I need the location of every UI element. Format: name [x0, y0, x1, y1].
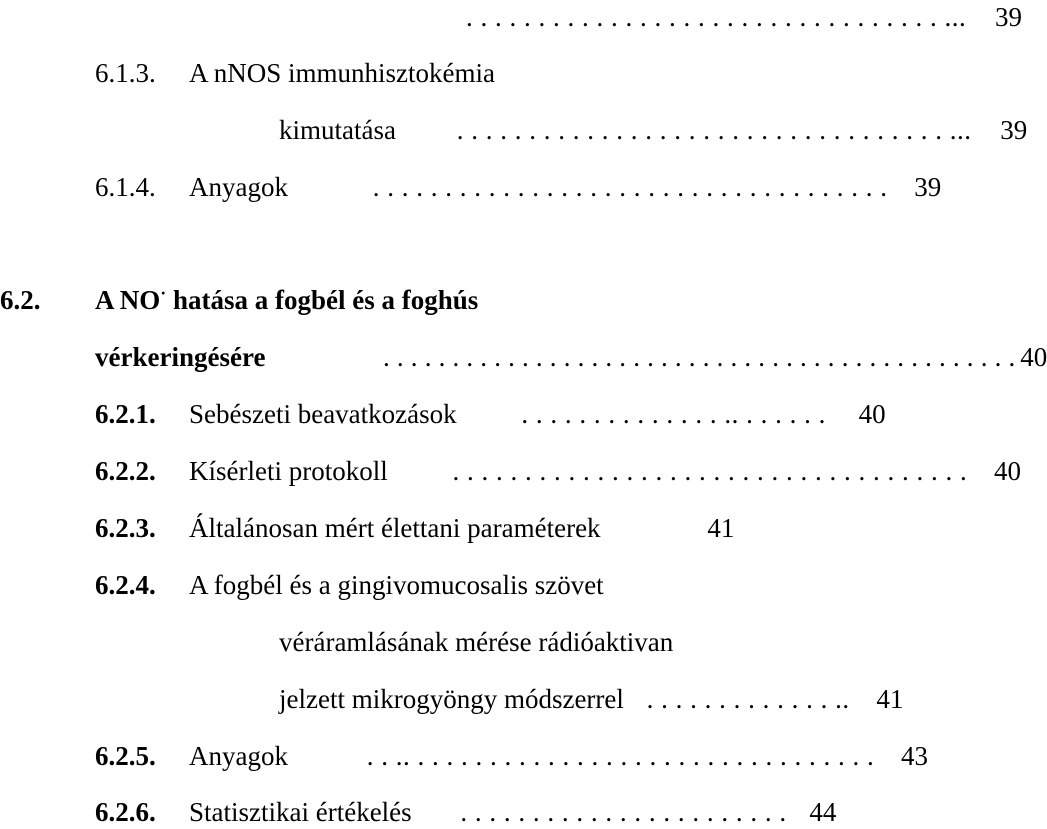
section-title: Anyagok [189, 172, 288, 202]
section-title: Anyagok [189, 741, 288, 771]
section-title: Általánosan mért élettani paraméterek [189, 513, 601, 543]
section-number: 6.1.4. [95, 172, 156, 202]
toc-entry-6-2-5[interactable] [95, 739, 928, 773]
leader-dots: . . . . . . . . . . . . . . . . . . . . . . . . . . . . . . . . . . . . [452, 456, 968, 486]
toc-entry-6-1-3[interactable] [95, 56, 495, 90]
toc-entry-6-2-2[interactable] [95, 454, 1021, 488]
leader-dots: . . . . . . . . . . . . . . . . . . . . . . . . . . . . . . . . . ... [466, 2, 967, 32]
section-title: A fogbél és a gingivomucosalis szövet [189, 570, 604, 600]
toc-entry-6-2-4-cont[interactable] [279, 625, 673, 659]
toc-entry-6-2-dots [383, 340, 1047, 374]
page-number: 41 [707, 513, 735, 543]
section-title: A NO· hatása a fogbél és a foghús [95, 283, 479, 315]
toc-entry-6-2-cont[interactable] [95, 340, 265, 374]
toc-entry-6-2-4-cont2[interactable] [279, 682, 903, 716]
toc-entry-6-2-1[interactable] [95, 397, 886, 431]
page-number: 39 [995, 2, 1022, 32]
page-number: 40 [1020, 342, 1047, 372]
leader-dots: . . . . . . . . . . . . . .. [646, 684, 850, 714]
toc-entry-6-2-3[interactable] [95, 511, 734, 545]
section-title: Kísérleti protokoll [189, 456, 388, 486]
section-number: 6.2.2. [95, 456, 156, 486]
page-number: 40 [858, 399, 886, 429]
page-number: 39 [914, 172, 942, 202]
toc-entry-continuation [466, 0, 1022, 34]
section-number: 6.2.5. [95, 741, 156, 771]
section-number: 6.1.3. [95, 58, 156, 88]
leader-dots: . . .. . . . . . . . . . . . . . . . . . . . . . . . . . . . . . . . . [366, 741, 875, 771]
toc-entry-6-2[interactable] [0, 283, 478, 317]
leader-dots: . . . . . . . . . . . . . . . . . . . . . . . . . . . . . . . . . . . . [372, 172, 888, 202]
page-number: 44 [809, 797, 837, 827]
section-number: 6.2. [0, 285, 41, 315]
section-number: 6.2.3. [95, 513, 156, 543]
toc-entry-6-2-6[interactable] [95, 795, 836, 829]
page-number: 43 [900, 741, 928, 771]
section-title-cont: véráramlásának mérése rádióaktivan [279, 627, 674, 657]
section-title-cont: jelzett mikrogyöngy módszerrel [279, 684, 624, 714]
section-number: 6.2.6. [95, 797, 156, 827]
section-title-cont: kimutatása [279, 115, 396, 145]
toc-entry-6-2-4[interactable] [95, 568, 604, 602]
radical-dot: · [160, 283, 167, 303]
section-number: 6.2.1. [95, 399, 156, 429]
toc-entry-6-1-3-cont[interactable] [279, 113, 1027, 147]
page-number: 40 [993, 456, 1021, 486]
section-title-cont: vérkeringésére [95, 342, 266, 372]
page-number: 39 [1000, 115, 1028, 145]
section-title: Sebészeti beavatkozások [189, 399, 457, 429]
section-number: 6.2.4. [95, 570, 156, 600]
leader-dots: . . . . . . . . . . . . . . . . . . . . . . . . . . . . . . . . . . . . . . . . . . . . . . [383, 342, 1016, 372]
leader-dots: . . . . . . . . . . . . . . . . . . . . . . . . . . . . . . . . . . ... [456, 115, 972, 145]
toc-entry-6-1-4[interactable] [95, 170, 941, 204]
section-title: A nNOS immunhisztokémia [189, 58, 495, 88]
section-title: Statisztikai értékelés [189, 797, 412, 827]
leader-dots: . . . . . . . . . . . . . . .. . . . . . . [521, 399, 826, 429]
page-number: 41 [876, 684, 904, 714]
leader-dots: . . . . . . . . . . . . . . . . . . . . . . . [460, 797, 787, 827]
